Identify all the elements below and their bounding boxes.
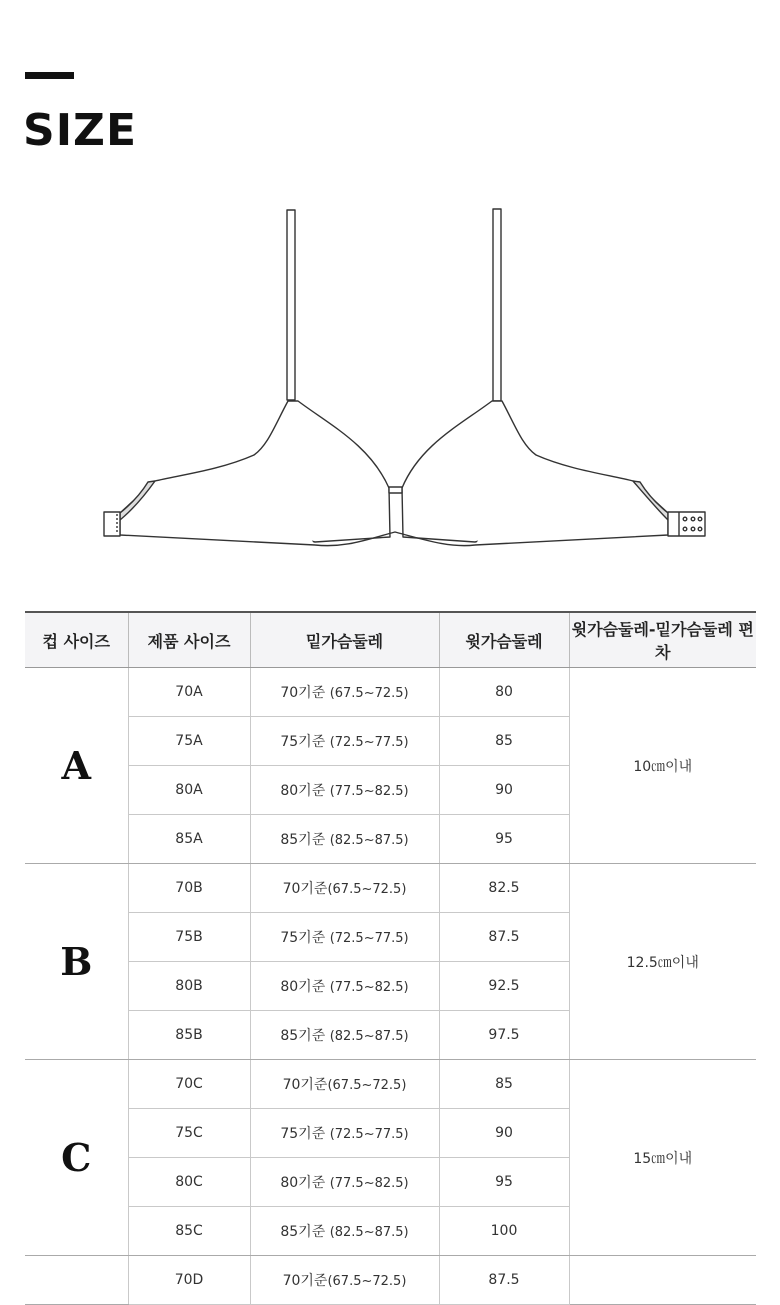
underbust-cell (250, 864, 439, 913)
cup-label: C (25, 1060, 128, 1256)
underbust-value: 75기준 (280, 930, 326, 946)
deviation-cell (569, 1256, 756, 1305)
overbust-cell: 95 (439, 1158, 569, 1207)
underbust-cell (250, 913, 439, 962)
product-size-cell: 85B (128, 1011, 250, 1060)
overbust-cell: 90 (439, 1109, 569, 1158)
product-size-cell: 85A (128, 815, 250, 864)
underbust-range: (82.5~87.5) (329, 1225, 409, 1240)
overbust-cell: 80 (439, 668, 569, 717)
header-underbust: 밑가슴둘레 (250, 612, 439, 668)
overbust-cell: 87.5 (439, 1256, 569, 1305)
underbust-cell (250, 1109, 439, 1158)
product-size-cell: 80B (128, 962, 250, 1011)
overbust-cell: 95 (439, 815, 569, 864)
underbust-value: 70기준 (282, 1273, 328, 1289)
product-size-cell: 80C (128, 1158, 250, 1207)
underbust-range: (67.5~72.5) (329, 686, 409, 701)
underbust-cell (250, 717, 439, 766)
product-size-cell: 75B (128, 913, 250, 962)
overbust-cell: 87.5 (439, 913, 569, 962)
size-table (25, 611, 756, 1305)
underbust-range: (77.5~82.5) (329, 1176, 409, 1191)
underbust-cell (250, 668, 439, 717)
underbust-cell (250, 1256, 439, 1305)
underbust-cell (250, 1011, 439, 1060)
header-overbust: 윗가슴둘레 (439, 612, 569, 668)
underbust-range: (82.5~87.5) (329, 833, 409, 848)
underbust-cell (250, 1060, 439, 1109)
header-deviation: 윗가슴둘레-밑가슴둘레 편차 (569, 612, 756, 668)
underbust-cell (250, 815, 439, 864)
underbust-value: 80기준 (280, 783, 326, 799)
product-size-cell: 70C (128, 1060, 250, 1109)
underbust-range: (77.5~82.5) (329, 980, 409, 995)
underbust-value: 70기준 (280, 685, 326, 701)
cup-label: A (25, 668, 128, 864)
table-row (25, 1060, 756, 1109)
underbust-value: 75기준 (280, 1126, 326, 1142)
header-cup-size: 컵 사이즈 (25, 612, 128, 668)
product-size-cell: 75A (128, 717, 250, 766)
underbust-cell (250, 766, 439, 815)
underbust-value: 80기준 (280, 1175, 326, 1191)
overbust-cell: 85 (439, 1060, 569, 1109)
overbust-cell: 97.5 (439, 1011, 569, 1060)
product-size-cell: 85C (128, 1207, 250, 1256)
underbust-range: (72.5~77.5) (329, 931, 409, 946)
overbust-cell: 92.5 (439, 962, 569, 1011)
deviation-cell: 12.5㎝이내 (569, 864, 756, 1060)
underbust-cell (250, 962, 439, 1011)
table-header-row (25, 612, 756, 668)
underbust-range: (82.5~87.5) (329, 1029, 409, 1044)
cup-label: B (25, 864, 128, 1060)
underbust-value: 85기준 (280, 1224, 326, 1240)
product-size-cell: 80A (128, 766, 250, 815)
overbust-cell: 82.5 (439, 864, 569, 913)
deviation-cell: 15㎝이내 (569, 1060, 756, 1256)
underbust-cell (250, 1207, 439, 1256)
overbust-cell: 90 (439, 766, 569, 815)
underbust-range: (77.5~82.5) (329, 784, 409, 799)
product-size-cell: 70D (128, 1256, 250, 1305)
product-size-cell: 75C (128, 1109, 250, 1158)
overbust-cell: 100 (439, 1207, 569, 1256)
table-row (25, 1256, 756, 1305)
underbust-range: (67.5~72.5) (327, 882, 407, 897)
underbust-value: 70기준 (282, 881, 328, 897)
overbust-cell: 85 (439, 717, 569, 766)
underbust-range: (72.5~77.5) (329, 1127, 409, 1142)
underbust-value: 85기준 (280, 832, 326, 848)
bra-diagram (100, 205, 710, 555)
cup-label (25, 1256, 128, 1305)
underbust-value: 85기준 (280, 1028, 326, 1044)
underbust-cell (250, 1158, 439, 1207)
table-row (25, 864, 756, 913)
underbust-value: 80기준 (280, 979, 326, 995)
product-size-cell: 70A (128, 668, 250, 717)
underbust-range: (67.5~72.5) (327, 1274, 407, 1289)
deviation-cell: 10㎝이내 (569, 668, 756, 864)
page-title: SIZE (23, 105, 138, 156)
header-product-size: 제품 사이즈 (128, 612, 250, 668)
underbust-value: 70기준 (282, 1077, 328, 1093)
title-accent-bar (25, 72, 74, 79)
underbust-range: (67.5~72.5) (327, 1078, 407, 1093)
product-size-cell: 70B (128, 864, 250, 913)
table-row (25, 668, 756, 717)
underbust-value: 75기준 (280, 734, 326, 750)
underbust-range: (72.5~77.5) (329, 735, 409, 750)
